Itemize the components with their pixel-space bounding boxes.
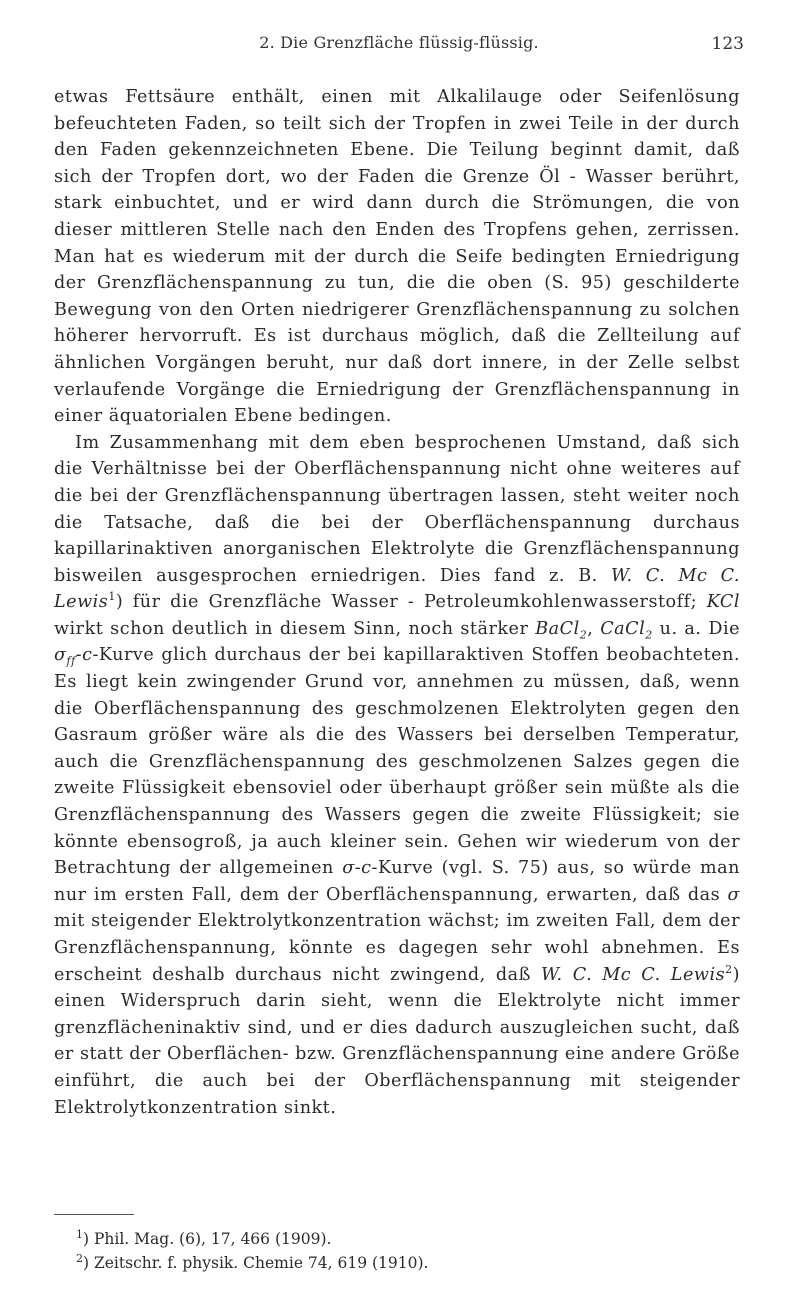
formula-cacl2: CaCl$_2$: [600, 618, 653, 642]
footnote-ref: 1: [108, 590, 116, 604]
footnote-1: $^1$) Phil. Mag. (6), 17, 466 (1909).: [76, 1227, 332, 1248]
paragraph-1: etwas Fettsäure enthält, einen mit Alkalilauge oder Seifenlösung befeuchteten Faden, so teilt sich der Tropfen in zwei Teile in der durch den Faden gekennzeichneten Ebene. Die Teilung beginnt damit, daß sich der Tropfen dort, wo der Faden die Grenze Öl - Wasser berührt, stark einbuchtet, und er wird dann durch die Strömungen, die von dieser mittleren Stelle nach den Enden des Tropfens gehen, zerrissen. Man hat es wiederum mit der durch die Seife bedingten Erniedrigung der Grenzflächenspannung zu tun, die die oben (S. 95) geschilderte Bewegung von den Orten niedrigerer Grenzflächenspannung zu solchen höherer hervorruft. Es ist durchaus möglich, daß die Zellteilung auf ähnlichen Vorgängen beruht, nur daß dort innere, in der Zelle selbst verlaufende Vorgänge die Erniedrigung der Grenzflächenspannung in einer äquatorialen Ebene bedingen.: [54, 87, 740, 427]
author-citation: W. C. Mc C. Lewis: [54, 565, 740, 613]
sigma-ff-c-symbol: $\sigma_{ff}-c$: [54, 645, 93, 668]
chapter-title: 2. Die Grenzfläche flüssig-flüssig.: [259, 33, 539, 52]
formula-kcl: KCl: [706, 592, 740, 613]
sigma-symbol: σ: [727, 884, 741, 905]
footnote-2: $^2$) Zeitschr. f. physik. Chemie 74, 619 (1910).: [76, 1251, 429, 1272]
running-header: [54, 33, 744, 52]
footnote-divider: [54, 1214, 134, 1215]
sigma-c-symbol: σ-c: [342, 858, 372, 879]
footnotes: [54, 1227, 740, 1275]
page-number: 123: [711, 34, 744, 54]
paragraph-2: Im Zusammenhang mit dem eben besprochenen Umstand, daß sich die Verhältnisse bei der Oberflächenspannung nicht ohne weiteres auf die bei der Grenzflächenspannung übertragen lassen, steht weiter noch die Tatsache, daß die bei der Oberflächenspannung durchaus kapillarinaktiven anorganischen Elektrolyte die Grenzflächenspannung bisweilen ausgesprochen erniedrigen. Dies fand z. B. W. C. Mc C. Lewis$^1$) für die Grenzfläche Wasser - Petroleumkohlenwasserstoff; KCl wirkt schon deutlich in diesem Sinn, noch stärker BaCl$_2$, CaCl$_2$ u. a. Die $\sigma_{ff}-c$-Kurve glich durchaus der bei kapillaraktiven Stoffen beobachteten. Es liegt kein zwingender Grund vor, annehmen zu müssen, daß, wenn die Oberflächenspannung des geschmolzenen Elektrolyten gegen den Gasraum größer wäre als die des Wassers bei derselben Temperatur, auch die Grenzflächenspannung des geschmolzenen Salzes gegen die zweite Flüssigkeit ebensoviel oder überhaupt größer sein müßte als die Grenzflächenspannung des Wassers gegen die zweite Flüssigkeit; sie könnte ebensogroß, ja auch kleiner sein. Gehen wir wiederum von der Betrachtung der allgemeinen σ-c-Kurve (vgl. S. 75) aus, so würde man nur im ersten Fall, dem der Oberflächenspannung, erwarten, daß das σ mit steigender Elektrolytkonzentration wächst; im zweiten Fall, dem der Grenzflächenspannung, könnte es dagegen sehr wohl abnehmen. Es erscheint deshalb durchaus nicht zwingend, daß W. C. Mc C. Lewis$^2$) einen Widerspruch darin sieht, wenn die Elektrolyte nicht immer grenzflächeninaktiv sind, und er dies dadurch auszugleichen sucht, daß er statt der Oberflächen- bzw. Grenzflächenspannung eine andere Größe einführt, die auch bei der Oberflächenspannung mit steigender Elektrolytkonzentration sinkt.: [54, 432, 741, 1118]
formula-bacl2: BaCl$_2$: [535, 618, 588, 642]
author-citation: W. C. Mc C. Lewis: [541, 964, 726, 985]
body-text: [54, 84, 740, 1121]
footnote-ref: 2: [725, 962, 733, 976]
